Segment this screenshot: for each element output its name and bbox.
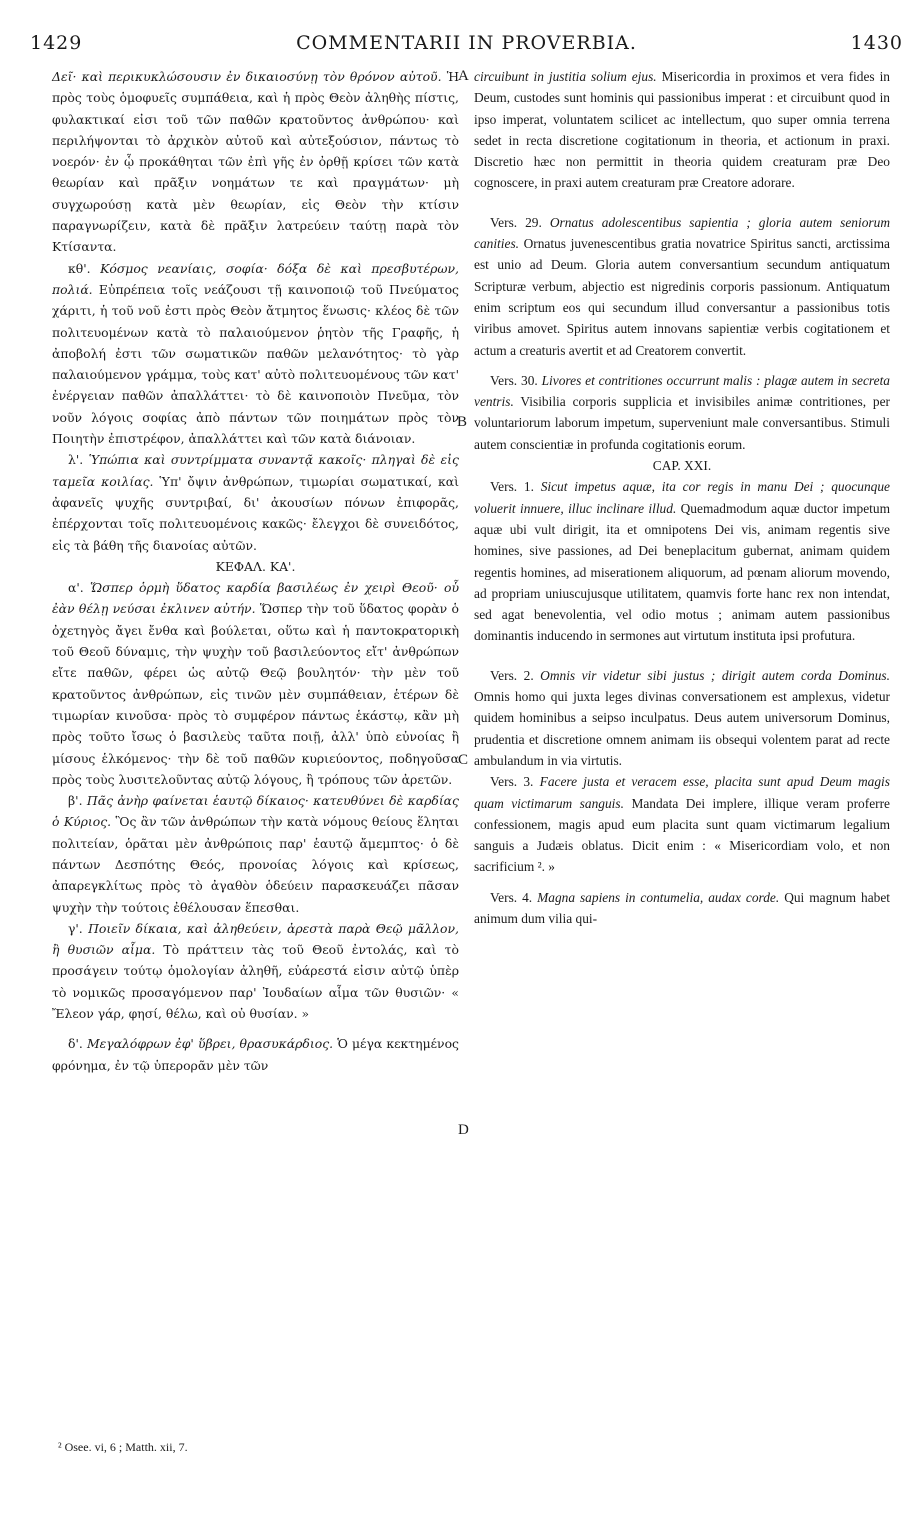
verse-number: α'. <box>68 580 84 596</box>
greek-verse-text: Μεγαλόφρων ἐφ' ὕβρει, θρασυκάρδιος. <box>86 1036 334 1052</box>
latin-verse-text: circuibunt in justitia solium ejus. <box>474 69 657 84</box>
latin-commentary: Visibilia corporis supplicia et invisibiles animæ contritiones, per voluntariorum laborum impetum, superveniunt male conversantibus. Stimuli autem conscientiæ in profunda cogitationis eorum. <box>474 394 890 452</box>
latin-commentary: Ornatus juvenescentibus gratia novatrice Spiritus sancti, arctissima est unio ad Deum. Gloria autem conversantium secundum antiquatum Scripturæ verbum, abjectio est nigredinis corporis passionum. Antiquatum enim scriptum eos qui secundum illud conversantur a passionibus totis viribus amovet. Spiritus autem innovans sapientiæ verbis cogitationem et actum a creaturis avertit et ad Creatorem convertit. <box>474 236 890 358</box>
latin-verse-text: Facere justa et veracem esse, placita sunt apud Deum magis quam victimarum sanguis. <box>474 774 890 811</box>
verse-number: γ'. <box>68 920 83 936</box>
latin-paragraph <box>474 771 890 877</box>
running-title: COMMENTARII IN PROVERBIA. <box>296 32 637 54</box>
greek-column <box>52 66 459 1076</box>
verse-number: δ'. <box>68 1036 83 1052</box>
greek-paragraph <box>52 66 459 258</box>
latin-paragraph <box>474 476 890 646</box>
greek-verse-text: Πᾶς ἀνὴρ φαίνεται ἑαυτῷ δίκαιος· κατευθύνει δὲ καρδίας ὁ Κύριος. <box>52 793 459 830</box>
verse-number: β'. <box>68 793 83 809</box>
margin-marker-a: A <box>458 68 469 84</box>
latin-paragraph <box>474 66 890 194</box>
greek-verse-text: Δεῖ· καὶ περικυκλώσουσιν ἐν δικαιοσύνῃ τὸν θρόνον αὐτοῦ. <box>52 69 442 84</box>
verse-label: Vers. 4. <box>490 889 533 905</box>
greek-paragraph <box>52 577 459 790</box>
latin-verse-text: Magna sapiens in contumelia, audax corde. <box>537 889 780 905</box>
latin-commentary: Qui magnum habet animum dum vilia qui- <box>474 889 891 926</box>
greek-commentary: Ὃς ἂν τῶν ἀνθρώπων τὴν κατὰ νόμους θείους ἕληται πολιτείαν, ὁρᾶται μὲν ἀνθρώποις παρ' ἑαυτῷ ἄμεμπτος· ὁ δὲ πάντων Δεσπότης Θεός, προνοίας λόγοις καὶ κρίσεως, ἀπαρεγκλίτως πρὸς τὸ ἀγαθὸν ὁδεύειν παρασκευάζει πᾶσαν ψυχὴν τὴν τούτοις ἐθέλουσαν ἕπεσθαι. <box>52 814 459 915</box>
greek-commentary: Ἡ πρὸς τοὺς ὁμοφυεῖς συμπάθεια, καὶ ἡ πρὸς Θεὸν ἀληθὴς πίστις, φυλακτικαί εἰσι τοῦ τῶν παθῶν κρατοῦντος ἀνθρώπου· καὶ περιλήψονται τὸ ἀρχικὸν αὐτοῦ καὶ αὐτεξούσιον, πάντως τὸ νοερόν· ἐν ᾧ προκάθηται τῶν ἐπὶ γῆς ἐν ὀρθῇ κρίσει τῶν κατὰ θεωρίαν καὶ πρᾶξιν νοημάτων τε καὶ πραγμάτων· μὴ συγχωρούσῃ κατὰ μὲν θεωρίαν, εἰς Θεὸν τὴν κτίσιν παραγνωρίζειν, κατὰ δὲ πρᾶξιν λατρεύειν ταύτῃ παρὰ τὸν Κτίσαντα. <box>52 69 459 255</box>
chapter-heading: ΚΕΦΑΛ. ΚΑ'. <box>215 558 296 574</box>
margin-marker-b: B <box>457 414 468 430</box>
verse-number: κθ'. <box>68 260 91 276</box>
greek-verse-text: Κόσμος νεανίαις, σοφία· δόξα δὲ καὶ πρεσβυτέρων, πολιά. <box>52 260 459 297</box>
latin-paragraph <box>474 212 890 361</box>
latin-verse-text: Ornatus adolescentibus sapientia ; gloria autem seniorum canities. <box>474 214 890 252</box>
latin-verse-text: Omnis vir videtur sibi justus ; dirigit autem corda Dominus. <box>540 667 890 683</box>
greek-paragraph <box>52 1033 459 1076</box>
latin-verse-text: Livores et contritiones occurrunt malis : plagæ autem in secreta ventris. <box>474 372 890 410</box>
chapter-heading: CAP. XXI. <box>652 458 712 474</box>
greek-verse-text: Ποιεῖν δίκαια, καὶ ἀληθεύειν, ἀρεστὰ παρὰ Θεῷ μᾶλλον, ἢ θυσιῶν αἷμα. <box>52 920 459 958</box>
footnote: ² Osee. vi, 6 ; Matth. xii, 7. <box>58 1440 188 1454</box>
verse-label: Vers. 1. <box>490 479 534 495</box>
greek-commentary: Ὥσπερ τὴν τοῦ ὕδατος φορὰν ὁ ὀχετηγὸς ἄγει ἔνθα καὶ βούλεται, οὕτω καὶ ἡ παντοκρατορικὴ τοῦ Θεοῦ δύναμις, τὴν ψυχὴν τοῦ βασιλεύοντος εἴτ' ἀνθρώπων εἴτε παθῶν, φέρει ὡς αὐτῷ Θεῷ βουλητόν· τὴν μὲν τοῦ κρατοῦντος ἀνθρώπων, εἰς τινῶν μὲν συμπάθειαν, ἑτέρων δὲ τιμωρίαν κινοῦσα· πρὸς τὸ συμφέρον πάντως ἑκάστῳ, κἂν μὴ πρὸς τοῦτο ἴσως ὁ βασιλεὺς ταῦτα ποιῇ, ἀλλ' ὑπὸ εὐνοίας ἢ μίσους ἑλκόμενος· τὴν δὲ τοῦ παθῶν κυριεύοντος, ποδηγοῦσα πρὸς τοὺς λυσιτελοῦντας αὐτῷ λόγους, ἢ τρόπους τῶν ἀρετῶν. <box>52 601 459 787</box>
greek-paragraph <box>52 449 459 555</box>
greek-verse-text: Ὑπώπια καὶ συντρίμματα συναντᾷ κακοῖς· πληγαὶ δὲ εἰς ταμεῖα κοιλίας. <box>52 452 459 489</box>
greek-commentary: Ὁ μέγα κεκτημένος φρόνημα, ἐν τῷ ὑπερορᾶν μὲν τῶν <box>52 1036 459 1073</box>
latin-verse-text: Sicut impetus aquæ, ita cor regis in manu Dei ; quocunque voluerit innuere, illuc inclinare illud. <box>474 479 890 516</box>
margin-marker-d: D <box>458 1122 469 1138</box>
margin-marker-c: C <box>458 752 469 768</box>
verse-label: Vers. 30. <box>490 372 538 388</box>
latin-paragraph <box>474 887 890 930</box>
verse-number: λ'. <box>68 452 84 468</box>
greek-commentary: Τὸ πράττειν τὰς τοῦ Θεοῦ ἐντολάς, καὶ τὸ προσάγειν τούτῳ ὁμολογίαν ἀληθῆ, εὐάρεστά εἰσιν αὐτῷ ὑπὲρ τὸ νομικῶς προσαγόμενον παρ' Ἰουδαίων αἷμα τῶν θυσιῶν· « Ἔλεον γάρ, φησί, θέλω, καὶ οὐ θυσίαν. » <box>52 942 459 1022</box>
latin-paragraph <box>474 665 890 771</box>
verse-label: Vers. 29. <box>490 214 542 230</box>
latin-commentary: Misericordia in proximos et vera fides in Deum, custodes sunt hominis qui passionibus imperat : et circuibunt quod in ipso imperat, voluntatem scilicet ac intellectum, quo super omnia terrena sedet in recta discretione cogitationum in theoria, et actionum in praxi. Discretio hæc non permittit in theoria quidem creaturam præ Deo cognoscere, in praxi autem creaturam præ Creatore adorare. <box>474 69 890 191</box>
verse-label: Vers. 3. <box>490 774 534 790</box>
greek-verse-text: Ὥσπερ ὁρμὴ ὕδατος καρδία βασιλέως ἐν χειρὶ Θεοῦ· οὗ ἐὰν θέλῃ νεύσαι ἐκλινεν αὐτήν. <box>52 580 459 617</box>
page-number-right: 1430 <box>850 32 903 54</box>
page-number-left: 1429 <box>30 32 83 54</box>
greek-commentary: Εὐπρέπεια τοῖς νεάζουσι τῇ καινοποιῷ τοῦ Πνεύματος χάριτι, ἡ τοῦ νοῦ ἐστι πρὸς Θεὸν ἄτμητος ἕνωσις· κλέος δὲ τῶν πολιτευομένων κατὰ τὸ παλαιούμενον ῥητὸν τῆς Γραφῆς, ἡ ἀποβολή ἐστι τῶν σωματικῶν παθῶν μελανότητος· τὸ γὰρ παλαιούμενον γράμμα, τοὺς κατ' αὐτὸ πολιτευομένους τῶν κατ' ἐνέργειαν παθῶν ἀπαλλάττει· τὸ δὲ καινοποιὸν Πνεῦμα, τὸν νοῦν λόγοις σοφίας ἀπὸ πάντων τῶν ποιημάτων πρὸς τὸν Ποιητὴν ἐπιστρέφον, ἀπαλλάττει καὶ τῶν κατὰ διάνοιαν. <box>52 281 459 447</box>
latin-paragraph <box>474 370 890 455</box>
greek-paragraph <box>52 918 459 1024</box>
latin-commentary: Quemadmodum aquæ ductor impetum aquæ ubi vult dirigit, ita et omnipotens Dei vis, animam regentis sive homines, sive passiones, ad Dei beneplacitum gubernat, animam quidem regentis homines, ad miserationem aliquorum, ad pœnam aliorum movendo, ad propriam uniuscujusque utilitatem, quamvis forte hanc rex non intendat, sed agat benevolentia, vel odio motus ; animam autem passionibus dominantis inducendo in sermones aut virtutum instituta ipsi profutura. <box>474 500 891 644</box>
greek-commentary: Ὑπ' ὄψιν ἀνθρώπων, τιμωρίαι σωματικαί, καὶ ἀφανεῖς ψυχῆς συντριβαί, δι' ἀκουσίων πόνων ἐπιφορᾶς, ἐπέρχονται τοῖς πολιτευομένοις κακῶς· ἔλεγχοι δὲ συνειδότος, εἰς τὰ βάθη τῆς διανοίας αὐτῶν. <box>52 473 459 553</box>
greek-paragraph <box>52 258 459 450</box>
verse-label: Vers. 2. <box>490 667 534 683</box>
latin-commentary: Omnis homo qui juxta leges divinas conversationem est amplexus, videtur quidem hominibus a seipso inculpatus. Deus autem universorum Dominus, prudentia et discretione omnem animam iis obsequi volentem parat ad recte ambulandum in via virtutis. <box>474 689 890 768</box>
latin-commentary: Mandata Dei implere, illique veram proferre confessionem, magis apud eum placita sunt quam victimarum legalium sanguis a Judæis oblatus. Dicit enim : « Misericordiam volo, et non sacrificium ². » <box>474 795 890 875</box>
latin-column <box>474 66 890 929</box>
page-header <box>30 24 903 60</box>
greek-paragraph <box>52 790 459 918</box>
